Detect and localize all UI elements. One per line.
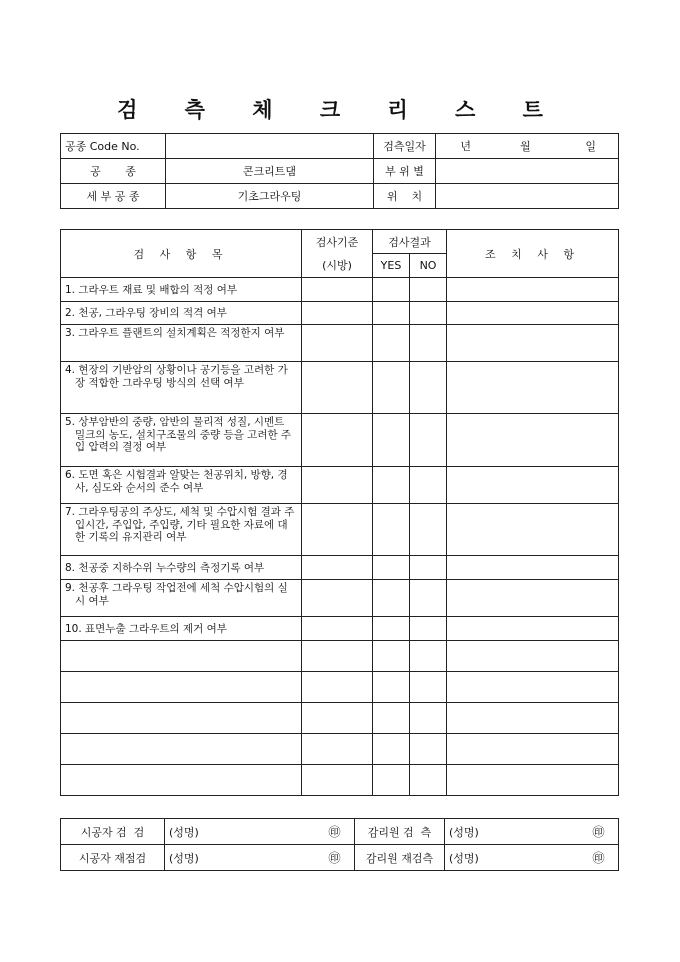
signature-row [61,845,619,871]
checklist-item: 1. 그라우트 재료 및 배합의 적정 여부 [61,278,302,302]
detail-work-field[interactable]: 기초그라우팅 [166,184,374,209]
action-cell[interactable] [447,556,619,580]
no-cell[interactable] [410,467,447,504]
seal-mark: ㊞ [325,819,355,845]
no-cell[interactable] [410,302,447,325]
empty-cell[interactable] [447,641,619,672]
date-month-field[interactable]: 월 [496,134,556,159]
contractor-check-name-field[interactable]: (성명) [165,819,325,845]
page-title: 검 측 체 크 리 스 트 [117,97,563,122]
action-cell[interactable] [447,414,619,467]
contractor-check-label: 시공자 검 검 [61,819,165,845]
yes-cell[interactable] [373,504,410,556]
action-cell[interactable] [447,302,619,325]
empty-cell[interactable] [410,703,447,734]
table-row [61,362,619,414]
yes-cell[interactable] [373,278,410,302]
table-row [61,467,619,504]
contractor-recheck-label: 시공자 재점검 [61,845,165,871]
inspection-date-label: 검측일자 [374,134,436,159]
col-header-action: 조 치 사 항 [447,230,619,278]
yes-cell[interactable] [373,414,410,467]
header-row [61,184,619,209]
yes-cell[interactable] [373,556,410,580]
standard-cell[interactable] [302,325,373,362]
table-row [61,325,619,362]
yes-cell[interactable] [373,302,410,325]
empty-cell[interactable] [447,734,619,765]
empty-cell[interactable] [302,734,373,765]
checklist-table [60,229,619,796]
yes-cell[interactable] [373,617,410,641]
empty-cell[interactable] [302,765,373,796]
empty-cell[interactable] [302,641,373,672]
col-header-result: 검사결과 [373,230,447,254]
checklist-item: 9. 천공후 그라우팅 작업전에 세척 수압시험의 실시 여부 [61,580,302,617]
standard-cell[interactable] [302,556,373,580]
no-cell[interactable] [410,556,447,580]
no-cell[interactable] [410,362,447,414]
table-row [61,302,619,325]
checklist-header-row [61,230,619,254]
empty-cell[interactable] [447,672,619,703]
header-row [61,159,619,184]
table-row [61,580,619,617]
standard-cell[interactable] [302,617,373,641]
yes-cell[interactable] [373,325,410,362]
table-row [61,617,619,641]
empty-row [61,641,619,672]
empty-cell[interactable] [373,641,410,672]
no-cell[interactable] [410,580,447,617]
supervisor-check-name-field[interactable]: (성명) [445,819,589,845]
action-cell[interactable] [447,467,619,504]
empty-cell[interactable] [61,734,302,765]
col-header-standard: 검사기준 [302,230,373,254]
signature-row [61,819,619,845]
standard-cell[interactable] [302,278,373,302]
empty-row [61,672,619,703]
table-row [61,414,619,467]
part-label: 부 위 별 [374,159,436,184]
checklist-item: 7. 그라우팅공의 주상도, 세척 및 수압시험 결과 주입시간, 주입압, 주입량, 기타 필요한 자료에 대한 기록의 유지관리 여부 [61,504,302,556]
empty-cell[interactable] [373,765,410,796]
empty-cell[interactable] [410,641,447,672]
work-type-label: 공 종 [61,159,166,184]
no-cell[interactable] [410,325,447,362]
empty-cell[interactable] [302,672,373,703]
empty-cell[interactable] [61,641,302,672]
supervisor-check-label: 감리원 검 측 [355,819,445,845]
empty-row [61,703,619,734]
supervisor-recheck-label: 감리원 재검측 [355,845,445,871]
supervisor-recheck-name-field[interactable]: (성명) [445,845,589,871]
col-header-no: NO [410,254,447,278]
no-cell[interactable] [410,278,447,302]
empty-cell[interactable] [61,765,302,796]
action-cell[interactable] [447,580,619,617]
contractor-recheck-name-field[interactable]: (성명) [165,845,325,871]
empty-cell[interactable] [410,734,447,765]
checklist-item: 5. 상부암반의 중량, 암반의 물리적 성질, 시멘트 밀크의 농도, 설치구조물의 중량 등을 고려한 주입 압력의 결정 여부 [61,414,302,467]
empty-cell[interactable] [61,703,302,734]
seal-mark: ㊞ [589,845,619,871]
detail-work-label: 세 부 공 종 [61,184,166,209]
empty-cell[interactable] [61,672,302,703]
seal-mark: ㊞ [325,845,355,871]
no-cell[interactable] [410,414,447,467]
empty-cell[interactable] [302,703,373,734]
work-type-field[interactable]: 콘크리트댐 [166,159,374,184]
standard-cell[interactable] [302,414,373,467]
signature-table [60,818,619,871]
empty-cell[interactable] [410,765,447,796]
action-cell[interactable] [447,504,619,556]
date-year-field[interactable]: 년 [436,134,496,159]
location-field[interactable] [436,184,619,209]
empty-cell[interactable] [373,703,410,734]
checklist-item: 6. 도면 혹은 시험결과 알맞는 천공위치, 방향, 경사, 심도와 순서의 준수 여부 [61,467,302,504]
empty-cell[interactable] [373,672,410,703]
checklist-item: 3. 그라우트 플랜트의 설치계획은 적정한지 여부 [61,325,302,362]
checklist-item: 2. 천공, 그라우팅 장비의 적격 여부 [61,302,302,325]
empty-row [61,734,619,765]
standard-cell[interactable] [302,504,373,556]
action-cell[interactable] [447,362,619,414]
checklist-item: 10. 표면누출 그라우트의 제거 여부 [61,617,302,641]
table-row [61,278,619,302]
col-header-yes: YES [373,254,410,278]
work-code-label: 공종 Code No. [61,134,166,159]
checklist-item: 4. 현장의 기반암의 상황이나 공기등을 고려한 가장 적합한 그라우팅 방식의 선택 여부 [61,362,302,414]
standard-cell[interactable] [302,580,373,617]
table-row [61,556,619,580]
col-header-items: 검 사 항 목 [61,230,302,278]
yes-cell[interactable] [373,467,410,504]
header-row [61,134,619,159]
empty-cell[interactable] [447,703,619,734]
work-code-field[interactable] [166,134,374,159]
col-header-standard-sub: (시방) [302,254,373,278]
header-info-table [60,133,619,209]
checklist-item: 8. 천공중 지하수위 누수량의 측정기록 여부 [61,556,302,580]
yes-cell[interactable] [373,362,410,414]
table-row [61,504,619,556]
empty-cell[interactable] [447,765,619,796]
action-cell[interactable] [447,617,619,641]
standard-cell[interactable] [302,467,373,504]
yes-cell[interactable] [373,580,410,617]
no-cell[interactable] [410,504,447,556]
no-cell[interactable] [410,617,447,641]
location-label: 위 치 [374,184,436,209]
seal-mark: ㊞ [589,819,619,845]
standard-cell[interactable] [302,302,373,325]
empty-row [61,765,619,796]
part-field[interactable] [436,159,619,184]
empty-cell[interactable] [373,734,410,765]
action-cell[interactable] [447,325,619,362]
date-day-field[interactable]: 일 [556,134,619,159]
action-cell[interactable] [447,278,619,302]
standard-cell[interactable] [302,362,373,414]
empty-cell[interactable] [410,672,447,703]
